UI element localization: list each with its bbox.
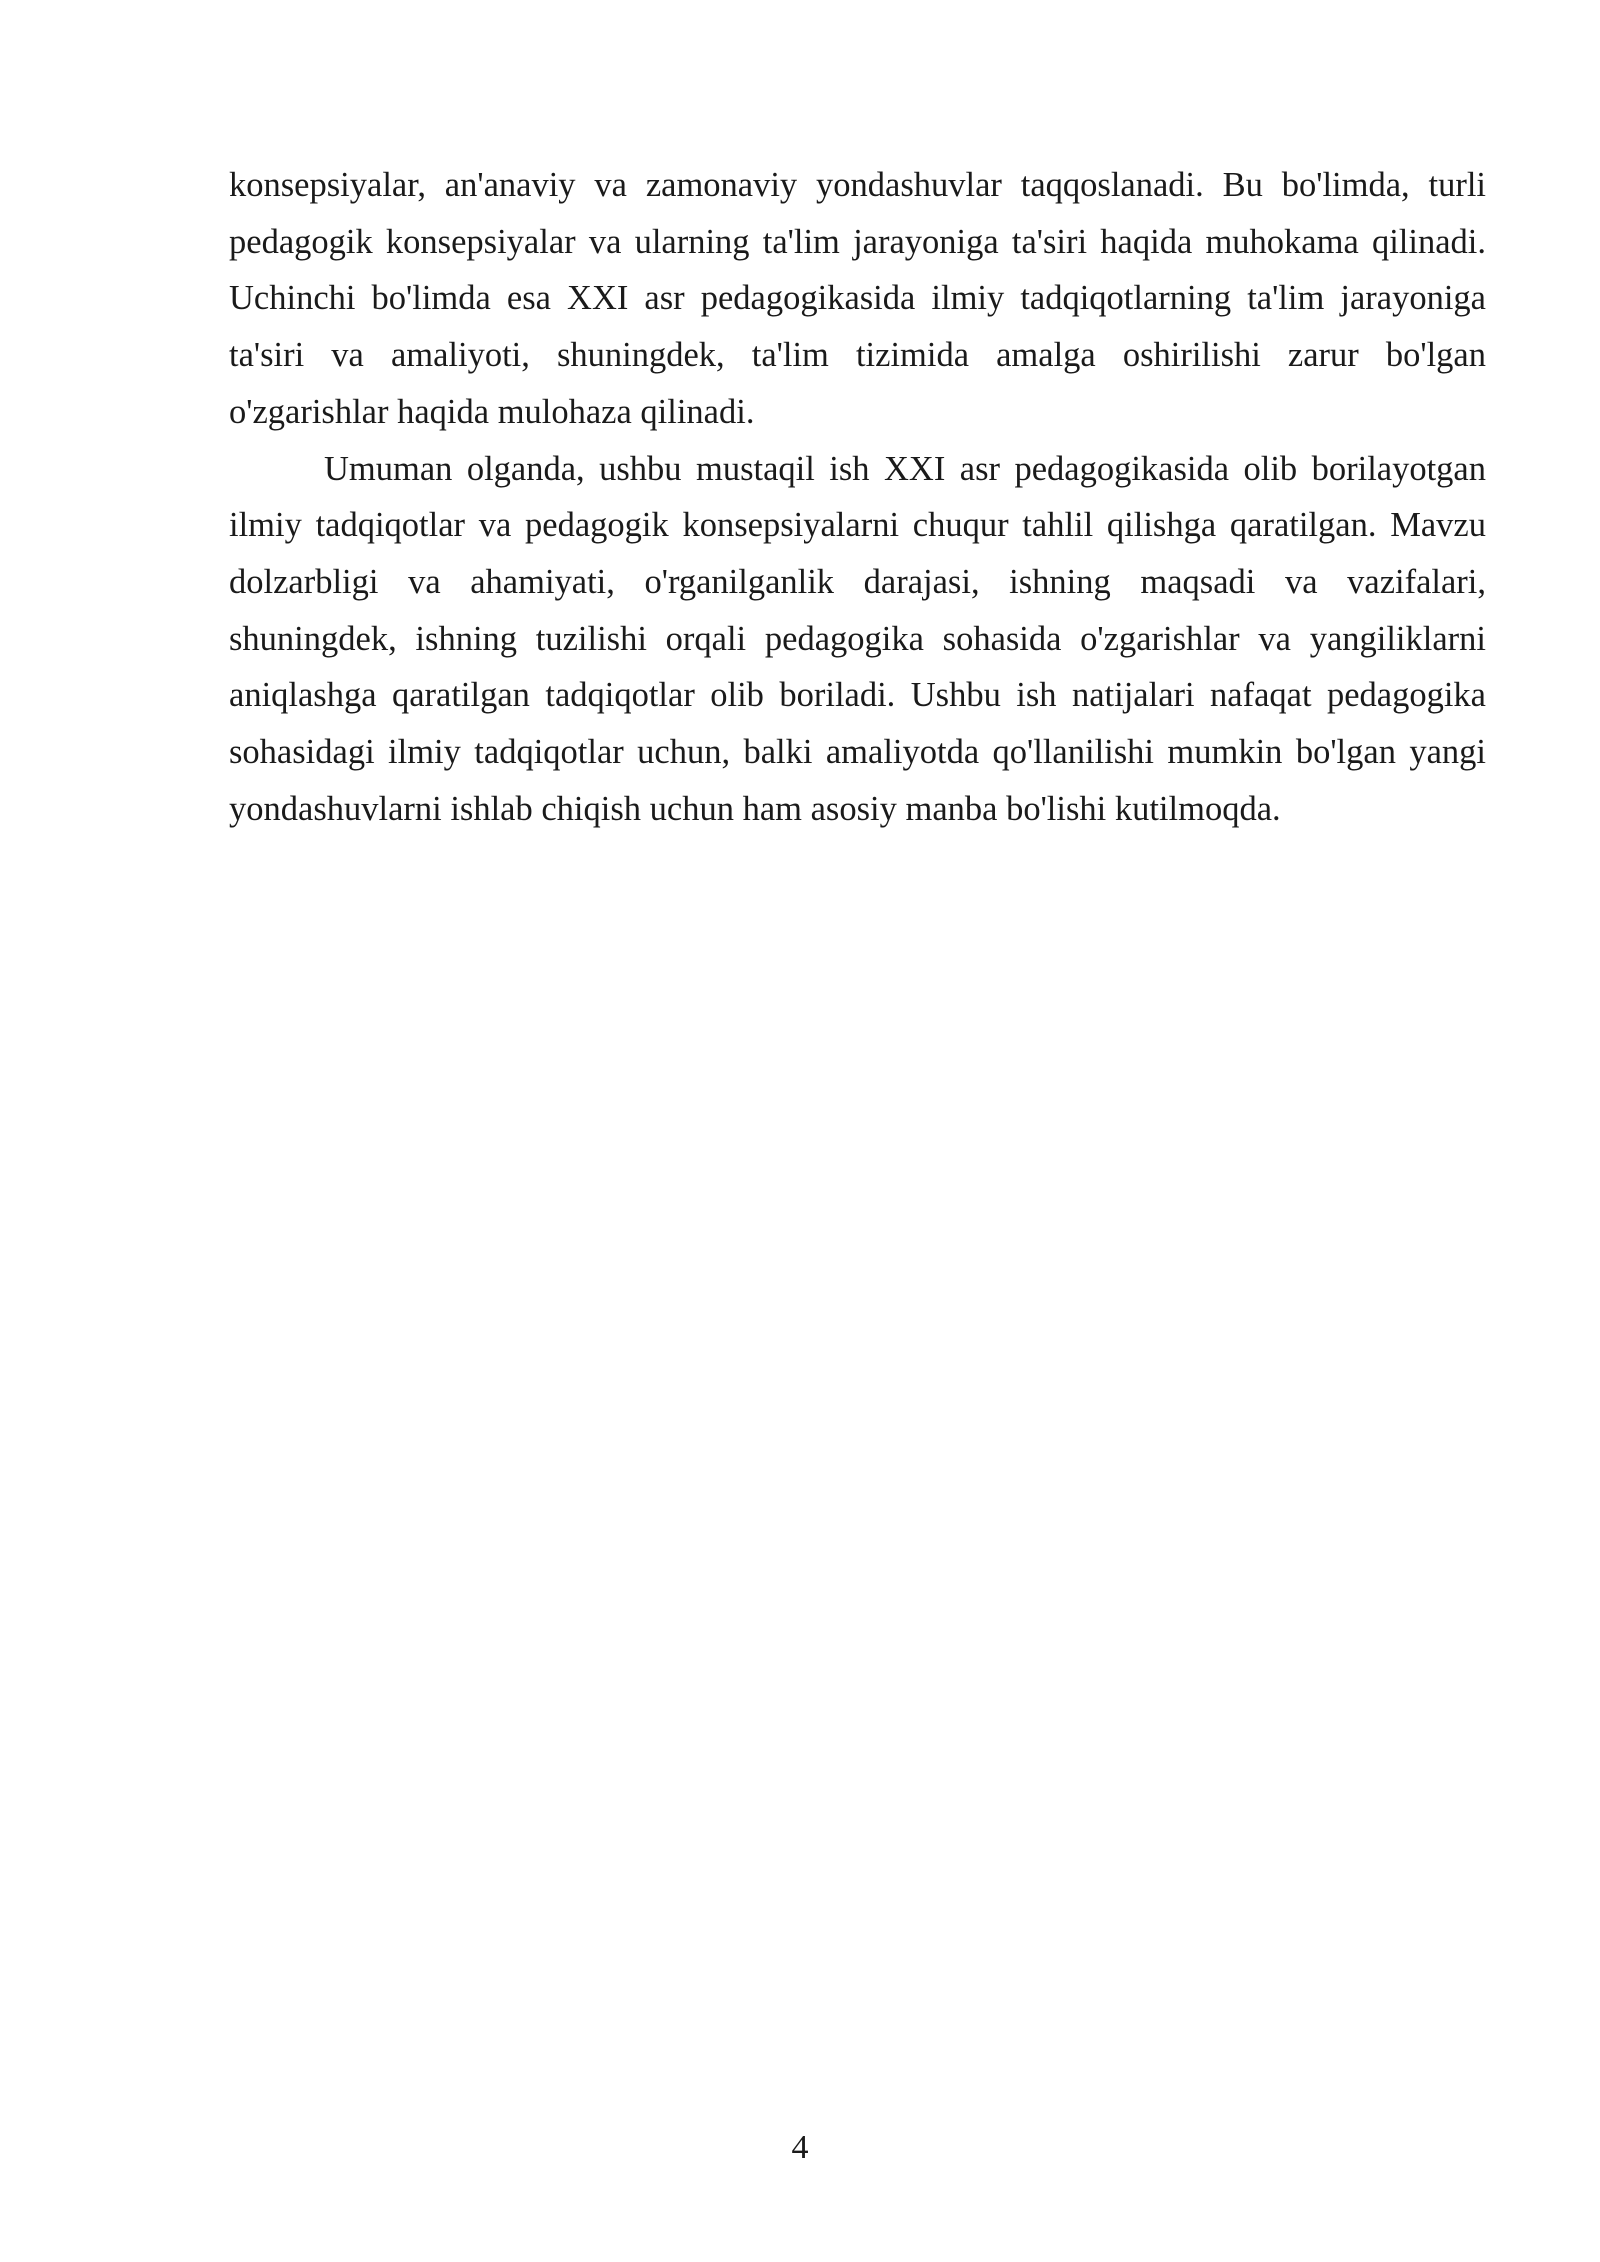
page-number: 4 bbox=[791, 2129, 809, 2166]
page-body bbox=[229, 157, 1486, 837]
paragraph-continuation: konsepsiyalar, an'anaviy va zamonaviy yondashuvlar taqqoslanadi. Bu bo'limda, turli pedagogik konsepsiyalar va ularning ta'lim jarayoniga ta'siri haqida muhokama qilinadi. Uchinchi bo'limda esa XXI asr pedagogikasida ilmiy tadqiqotlarning ta'lim jarayoniga ta'siri va amaliyoti, shuningdek, ta'lim tizimida amalga oshirilishi zarur bo'lgan o'zgarishlar haqida mulohaza qilinadi. bbox=[229, 166, 1486, 431]
paragraph-summary: Umuman olganda, ushbu mustaqil ish XXI asr pedagogikasida olib borilayotgan ilmiy tadqiqotlar va pedagogik konsepsiyalarni chuqur tahlil qilishga qaratilgan. Mavzu dolzarbligi va ahamiyati, o'rganilganlik darajasi, ishning maqsadi va vazifalari, shuningdek, ishning tuzilishi orqali pedagogika sohasida o'zgarishlar va yangiliklarni aniqlashga qaratilgan tadqiqotlar olib boriladi. Ushbu ish natijalari nafaqat pedagogika sohasidagi ilmiy tadqiqotlar uchun, balki amaliyotda qo'llanilishi mumkin bo'lgan yangi yondashuvlarni ishlab chiqish uchun ham asosiy manba bo'lishi kutilmoqda. bbox=[229, 449, 1486, 828]
